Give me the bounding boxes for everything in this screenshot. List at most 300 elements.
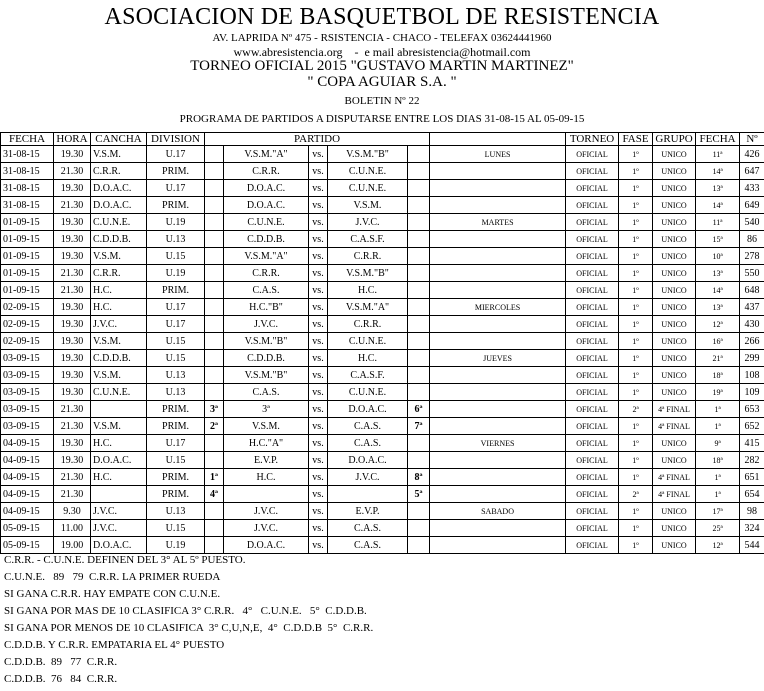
table-row <box>1 503 764 520</box>
cell-team-home: 3ª <box>224 401 309 418</box>
cell-cancha: J.V.C. <box>91 316 147 333</box>
cell-grupo: UNICO <box>653 282 696 299</box>
cell-number: 550 <box>740 265 764 282</box>
cell-vs: vs. <box>309 231 328 248</box>
cell-division: PRIM. <box>147 401 205 418</box>
col-day <box>430 133 566 146</box>
cell-seed-away <box>408 367 430 384</box>
cell-fecha: 01-09-15 <box>1 248 54 265</box>
table-row <box>1 163 764 180</box>
cell-fecha: 31-08-15 <box>1 197 54 214</box>
cell-cancha: H.C. <box>91 469 147 486</box>
cell-vs: vs. <box>309 452 328 469</box>
address-line: AV. LAPRIDA Nº 475 - RSISTENCIA - CHACO - TELEFAX 03624441960 <box>0 31 764 46</box>
cell-torneo: OFICIAL <box>566 401 619 418</box>
cell-fecha-num: 17ª <box>696 503 740 520</box>
cell-division: PRIM. <box>147 418 205 435</box>
cell-team-away: C.A.S. <box>328 537 408 554</box>
cell-vs: vs. <box>309 401 328 418</box>
cell-vs: vs. <box>309 248 328 265</box>
cell-seed-home <box>205 265 224 282</box>
cell-seed-away <box>408 350 430 367</box>
table-row <box>1 333 764 350</box>
cell-team-home: C.U.N.E. <box>224 214 309 231</box>
table-row <box>1 418 764 435</box>
cell-division: U.19 <box>147 214 205 231</box>
cell-team-away: J.V.C. <box>328 469 408 486</box>
cell-team-away: C.U.N.E. <box>328 163 408 180</box>
cell-seed-home: 2ª <box>205 418 224 435</box>
cell-fecha-num: 1ª <box>696 401 740 418</box>
cell-cancha: H.C. <box>91 299 147 316</box>
cell-team-away: V.S.M."B" <box>328 265 408 282</box>
cell-fecha-num: 14ª <box>696 163 740 180</box>
cell-seed-home <box>205 146 224 163</box>
cell-cancha: V.S.M. <box>91 333 147 350</box>
cell-hora: 21.30 <box>54 282 91 299</box>
schedule-table <box>0 132 764 554</box>
cell-seed-home: 1ª <box>205 469 224 486</box>
cell-hora: 19.30 <box>54 316 91 333</box>
cell-fecha: 02-09-15 <box>1 299 54 316</box>
cell-fase: 1º <box>619 384 653 401</box>
cell-team-home: V.S.M."A" <box>224 248 309 265</box>
cell-cancha: V.S.M. <box>91 367 147 384</box>
cell-number: 540 <box>740 214 764 231</box>
cell-team-home: J.V.C. <box>224 520 309 537</box>
cell-fecha: 31-08-15 <box>1 163 54 180</box>
cell-team-home: E.V.P. <box>224 452 309 469</box>
cell-hora: 19.30 <box>54 231 91 248</box>
cell-division: U.13 <box>147 367 205 384</box>
note-line: SI GANA C.R.R. HAY EMPATE CON C.U.N.E. <box>4 586 373 603</box>
cell-vs: vs. <box>309 265 328 282</box>
cell-team-home: D.O.A.C. <box>224 537 309 554</box>
cell-grupo: UNICO <box>653 367 696 384</box>
cell-fecha: 01-09-15 <box>1 214 54 231</box>
cell-seed-home <box>205 537 224 554</box>
cell-day <box>430 265 566 282</box>
cell-team-away: C.U.N.E. <box>328 384 408 401</box>
cell-hora: 19.30 <box>54 180 91 197</box>
cell-torneo: OFICIAL <box>566 486 619 503</box>
cell-number: 324 <box>740 520 764 537</box>
notes-block <box>4 552 373 688</box>
cell-hora: 19.30 <box>54 367 91 384</box>
cell-vs: vs. <box>309 367 328 384</box>
cell-fecha-num: 13ª <box>696 299 740 316</box>
cell-day <box>430 163 566 180</box>
cell-number: 651 <box>740 469 764 486</box>
web-line: www.abresistencia.org - e mail abresistencia@hotmail.com <box>0 46 764 59</box>
cell-vs: vs. <box>309 333 328 350</box>
table-row <box>1 299 764 316</box>
cell-number: 278 <box>740 248 764 265</box>
cell-hora: 11.00 <box>54 520 91 537</box>
cell-hora: 19.30 <box>54 214 91 231</box>
cell-seed-away <box>408 452 430 469</box>
bulletin-number: BOLETIN Nº 22 <box>0 94 764 108</box>
cell-fecha: 03-09-15 <box>1 367 54 384</box>
cell-vs: vs. <box>309 316 328 333</box>
cell-seed-home <box>205 180 224 197</box>
table-row <box>1 316 764 333</box>
cell-division: PRIM. <box>147 469 205 486</box>
cell-cancha: V.S.M. <box>91 418 147 435</box>
cell-day <box>430 333 566 350</box>
page-title: ASOCIACION DE BASQUETBOL DE RESISTENCIA <box>0 4 764 30</box>
cell-grupo: UNICO <box>653 265 696 282</box>
cell-team-home: C.A.S. <box>224 282 309 299</box>
cell-grupo: UNICO <box>653 248 696 265</box>
cell-seed-away <box>408 384 430 401</box>
cell-team-away: C.A.S.F. <box>328 367 408 384</box>
table-row <box>1 452 764 469</box>
cell-number: 430 <box>740 316 764 333</box>
cell-hora: 21.30 <box>54 418 91 435</box>
cell-seed-home <box>205 452 224 469</box>
cell-grupo: UNICO <box>653 452 696 469</box>
cell-team-home <box>224 486 309 503</box>
cell-team-away: C.A.S.F. <box>328 231 408 248</box>
cell-team-home: V.S.M."A" <box>224 146 309 163</box>
cell-cancha: C.R.R. <box>91 163 147 180</box>
cell-fecha-num: 15ª <box>696 231 740 248</box>
cell-fecha: 03-09-15 <box>1 401 54 418</box>
cell-team-away: D.O.A.C. <box>328 452 408 469</box>
cell-fecha: 04-09-15 <box>1 452 54 469</box>
col-fecha-num: FECHA <box>696 133 740 146</box>
note-line: C.R.R. - C.U.N.E. DEFINEN DEL 3° AL 5º PUESTO. <box>4 552 373 569</box>
cell-vs: vs. <box>309 435 328 452</box>
cell-fase: 1º <box>619 503 653 520</box>
cell-fecha: 04-09-15 <box>1 503 54 520</box>
cell-fecha-num: 11ª <box>696 146 740 163</box>
cell-fase: 1º <box>619 214 653 231</box>
cell-fecha: 01-09-15 <box>1 265 54 282</box>
cell-hora: 19.30 <box>54 435 91 452</box>
cell-day: SABADO <box>430 503 566 520</box>
cell-seed-home <box>205 333 224 350</box>
cell-team-away <box>328 486 408 503</box>
cell-fecha: 02-09-15 <box>1 316 54 333</box>
cell-vs: vs. <box>309 384 328 401</box>
cell-division: U.17 <box>147 316 205 333</box>
col-cancha: CANCHA <box>91 133 147 146</box>
cell-seed-away <box>408 265 430 282</box>
cell-fecha-num: 1ª <box>696 486 740 503</box>
cell-grupo: UNICO <box>653 163 696 180</box>
cell-torneo: OFICIAL <box>566 537 619 554</box>
cell-hora: 19.30 <box>54 146 91 163</box>
cell-day <box>430 367 566 384</box>
cell-team-home: C.D.D.B. <box>224 231 309 248</box>
cell-hora: 19.30 <box>54 350 91 367</box>
cell-number: 544 <box>740 537 764 554</box>
cell-team-away: V.S.M."B" <box>328 146 408 163</box>
cell-grupo: UNICO <box>653 231 696 248</box>
table-row <box>1 146 764 163</box>
cell-fase: 1º <box>619 316 653 333</box>
cell-fase: 1º <box>619 469 653 486</box>
table-row <box>1 282 764 299</box>
cell-team-home: C.D.D.B. <box>224 350 309 367</box>
cell-fase: 1º <box>619 367 653 384</box>
cell-grupo: UNICO <box>653 299 696 316</box>
note-line: C.D.D.B. 76 84 C.R.R. <box>4 671 373 688</box>
cell-grupo: UNICO <box>653 146 696 163</box>
table-row <box>1 537 764 554</box>
cell-fecha: 05-09-15 <box>1 537 54 554</box>
cell-torneo: OFICIAL <box>566 265 619 282</box>
cell-grupo: UNICO <box>653 333 696 350</box>
cell-fase: 1º <box>619 537 653 554</box>
cell-grupo: 4ª FINAL <box>653 469 696 486</box>
cell-seed-home <box>205 163 224 180</box>
cell-cancha: J.V.C. <box>91 520 147 537</box>
cell-number: 652 <box>740 418 764 435</box>
cell-fecha-num: 12ª <box>696 537 740 554</box>
cell-torneo: OFICIAL <box>566 299 619 316</box>
note-line: C.D.D.B. Y C.R.R. EMPATARIA EL 4° PUESTO <box>4 637 373 654</box>
col-grupo: GRUPO <box>653 133 696 146</box>
cell-number: 653 <box>740 401 764 418</box>
cell-division: U.15 <box>147 520 205 537</box>
cell-seed-away <box>408 435 430 452</box>
cell-fase: 1º <box>619 435 653 452</box>
cell-cancha: V.S.M. <box>91 248 147 265</box>
cell-division: U.17 <box>147 180 205 197</box>
cell-division: U.15 <box>147 452 205 469</box>
cell-fase: 1º <box>619 520 653 537</box>
cell-seed-home <box>205 316 224 333</box>
cell-day <box>430 316 566 333</box>
cell-fecha: 03-09-15 <box>1 384 54 401</box>
cell-torneo: OFICIAL <box>566 163 619 180</box>
cell-grupo: 4ª FINAL <box>653 486 696 503</box>
cell-hora: 19.30 <box>54 299 91 316</box>
table-row <box>1 197 764 214</box>
cell-fase: 2ª <box>619 486 653 503</box>
cell-fecha-num: 1ª <box>696 469 740 486</box>
cell-vs: vs. <box>309 520 328 537</box>
col-number: Nº <box>740 133 764 146</box>
cell-day <box>430 384 566 401</box>
cell-number: 282 <box>740 452 764 469</box>
cell-division: U.15 <box>147 333 205 350</box>
cell-team-away: C.U.N.E. <box>328 333 408 350</box>
cell-number: 108 <box>740 367 764 384</box>
cell-seed-away: 7ª <box>408 418 430 435</box>
table-row <box>1 469 764 486</box>
table-row <box>1 401 764 418</box>
cell-grupo: UNICO <box>653 180 696 197</box>
cell-fecha-num: 18ª <box>696 367 740 384</box>
cell-team-away: C.A.S. <box>328 435 408 452</box>
cell-fecha: 01-09-15 <box>1 231 54 248</box>
cell-seed-home: 3ª <box>205 401 224 418</box>
cell-cancha: C.R.R. <box>91 265 147 282</box>
cell-hora: 19.00 <box>54 537 91 554</box>
cell-fecha-num: 10ª <box>696 248 740 265</box>
cell-grupo: UNICO <box>653 384 696 401</box>
col-hora: HORA <box>54 133 91 146</box>
table-header-row <box>1 133 764 146</box>
cell-seed-away <box>408 197 430 214</box>
cell-torneo: OFICIAL <box>566 520 619 537</box>
cell-division: U.17 <box>147 299 205 316</box>
cell-day <box>430 452 566 469</box>
cell-seed-away <box>408 503 430 520</box>
cell-number: 649 <box>740 197 764 214</box>
cell-hora: 19.30 <box>54 452 91 469</box>
cell-day: MARTES <box>430 214 566 231</box>
cell-cancha <box>91 486 147 503</box>
table-row <box>1 435 764 452</box>
cell-fecha-num: 12ª <box>696 316 740 333</box>
cell-fecha: 03-09-15 <box>1 350 54 367</box>
cell-grupo: UNICO <box>653 503 696 520</box>
cell-team-away: J.V.C. <box>328 214 408 231</box>
cell-team-away: H.C. <box>328 350 408 367</box>
table-row <box>1 248 764 265</box>
cell-torneo: OFICIAL <box>566 452 619 469</box>
cell-cancha: D.O.A.C. <box>91 452 147 469</box>
cell-fecha-num: 25ª <box>696 520 740 537</box>
cell-grupo: UNICO <box>653 537 696 554</box>
cell-hora: 21.30 <box>54 486 91 503</box>
cell-fecha-num: 19ª <box>696 384 740 401</box>
cell-cancha: C.U.N.E. <box>91 384 147 401</box>
cell-division: PRIM. <box>147 197 205 214</box>
cell-day <box>430 418 566 435</box>
table-row <box>1 265 764 282</box>
cell-day <box>430 486 566 503</box>
cell-cancha: V.S.M. <box>91 146 147 163</box>
cell-vs: vs. <box>309 197 328 214</box>
cell-division: U.13 <box>147 231 205 248</box>
cell-fase: 1º <box>619 197 653 214</box>
cell-seed-home <box>205 520 224 537</box>
cell-number: 266 <box>740 333 764 350</box>
cell-number: 299 <box>740 350 764 367</box>
cell-grupo: UNICO <box>653 197 696 214</box>
col-division: DIVISION <box>147 133 205 146</box>
cell-seed-away <box>408 520 430 537</box>
cell-division: U.17 <box>147 146 205 163</box>
cell-day <box>430 537 566 554</box>
cell-cancha: H.C. <box>91 435 147 452</box>
cell-torneo: OFICIAL <box>566 469 619 486</box>
table-row <box>1 350 764 367</box>
cell-seed-away: 8ª <box>408 469 430 486</box>
cell-seed-away <box>408 316 430 333</box>
cell-fecha-num: 16ª <box>696 333 740 350</box>
cell-hora: 19.30 <box>54 384 91 401</box>
note-line: SI GANA POR MAS DE 10 CLASIFICA 3° C.R.R. 4° C.U.N.E. 5° C.D.D.B. <box>4 603 373 620</box>
cell-fase: 1º <box>619 282 653 299</box>
cell-seed-home <box>205 248 224 265</box>
cell-fase: 1º <box>619 265 653 282</box>
cell-vs: vs. <box>309 180 328 197</box>
cell-torneo: OFICIAL <box>566 418 619 435</box>
cell-fase: 1º <box>619 350 653 367</box>
cell-seed-away <box>408 214 430 231</box>
cup-title: " COPA AGUIAR S.A. " <box>0 74 764 90</box>
col-fecha: FECHA <box>1 133 54 146</box>
cell-seed-away <box>408 146 430 163</box>
cell-grupo: UNICO <box>653 520 696 537</box>
cell-hora: 21.30 <box>54 265 91 282</box>
cell-team-away: C.R.R. <box>328 248 408 265</box>
cell-fecha: 02-09-15 <box>1 333 54 350</box>
cell-fecha: 31-08-15 <box>1 146 54 163</box>
cell-team-away: D.O.A.C. <box>328 401 408 418</box>
cell-fase: 1º <box>619 231 653 248</box>
cell-torneo: OFICIAL <box>566 146 619 163</box>
cell-seed-away <box>408 163 430 180</box>
table-row <box>1 180 764 197</box>
table-row <box>1 486 764 503</box>
cell-seed-home <box>205 350 224 367</box>
table-row <box>1 367 764 384</box>
cell-number: 647 <box>740 163 764 180</box>
cell-vs: vs. <box>309 214 328 231</box>
cell-team-home: H.C."B" <box>224 299 309 316</box>
cell-team-home: C.R.R. <box>224 265 309 282</box>
cell-division: U.19 <box>147 537 205 554</box>
cell-fecha: 04-09-15 <box>1 435 54 452</box>
cell-hora: 21.30 <box>54 197 91 214</box>
cell-day: JUEVES <box>430 350 566 367</box>
cell-vs: vs. <box>309 146 328 163</box>
cell-cancha: C.D.D.B. <box>91 350 147 367</box>
cell-team-home: V.S.M."B" <box>224 367 309 384</box>
cell-vs: vs. <box>309 282 328 299</box>
cell-vs: vs. <box>309 163 328 180</box>
cell-day <box>430 231 566 248</box>
cell-seed-away: 5ª <box>408 486 430 503</box>
cell-team-home: C.R.R. <box>224 163 309 180</box>
cell-seed-home: 4ª <box>205 486 224 503</box>
col-partido: PARTIDO <box>205 133 430 146</box>
tournament-title: TORNEO OFICIAL 2015 "GUSTAVO MARTIN MARTINEZ" <box>0 59 764 74</box>
cell-fecha-num: 13ª <box>696 265 740 282</box>
cell-seed-home <box>205 367 224 384</box>
cell-number: 648 <box>740 282 764 299</box>
cell-seed-home <box>205 214 224 231</box>
cell-fecha-num: 21ª <box>696 350 740 367</box>
cell-fecha-num: 14ª <box>696 197 740 214</box>
cell-number: 437 <box>740 299 764 316</box>
col-fase: FASE <box>619 133 653 146</box>
cell-seed-away <box>408 537 430 554</box>
cell-fecha: 04-09-15 <box>1 469 54 486</box>
note-line: C.U.N.E. 89 79 C.R.R. LA PRIMER RUEDA <box>4 569 373 586</box>
table-row <box>1 231 764 248</box>
cell-fecha: 31-08-15 <box>1 180 54 197</box>
cell-fase: 1º <box>619 248 653 265</box>
cell-fecha-num: 14ª <box>696 282 740 299</box>
cell-team-away: C.R.R. <box>328 316 408 333</box>
cell-fecha-num: 11ª <box>696 214 740 231</box>
cell-division: U.15 <box>147 350 205 367</box>
cell-hora: 9.30 <box>54 503 91 520</box>
cell-fecha: 05-09-15 <box>1 520 54 537</box>
cell-vs: vs. <box>309 503 328 520</box>
cell-seed-home <box>205 299 224 316</box>
cell-torneo: OFICIAL <box>566 180 619 197</box>
